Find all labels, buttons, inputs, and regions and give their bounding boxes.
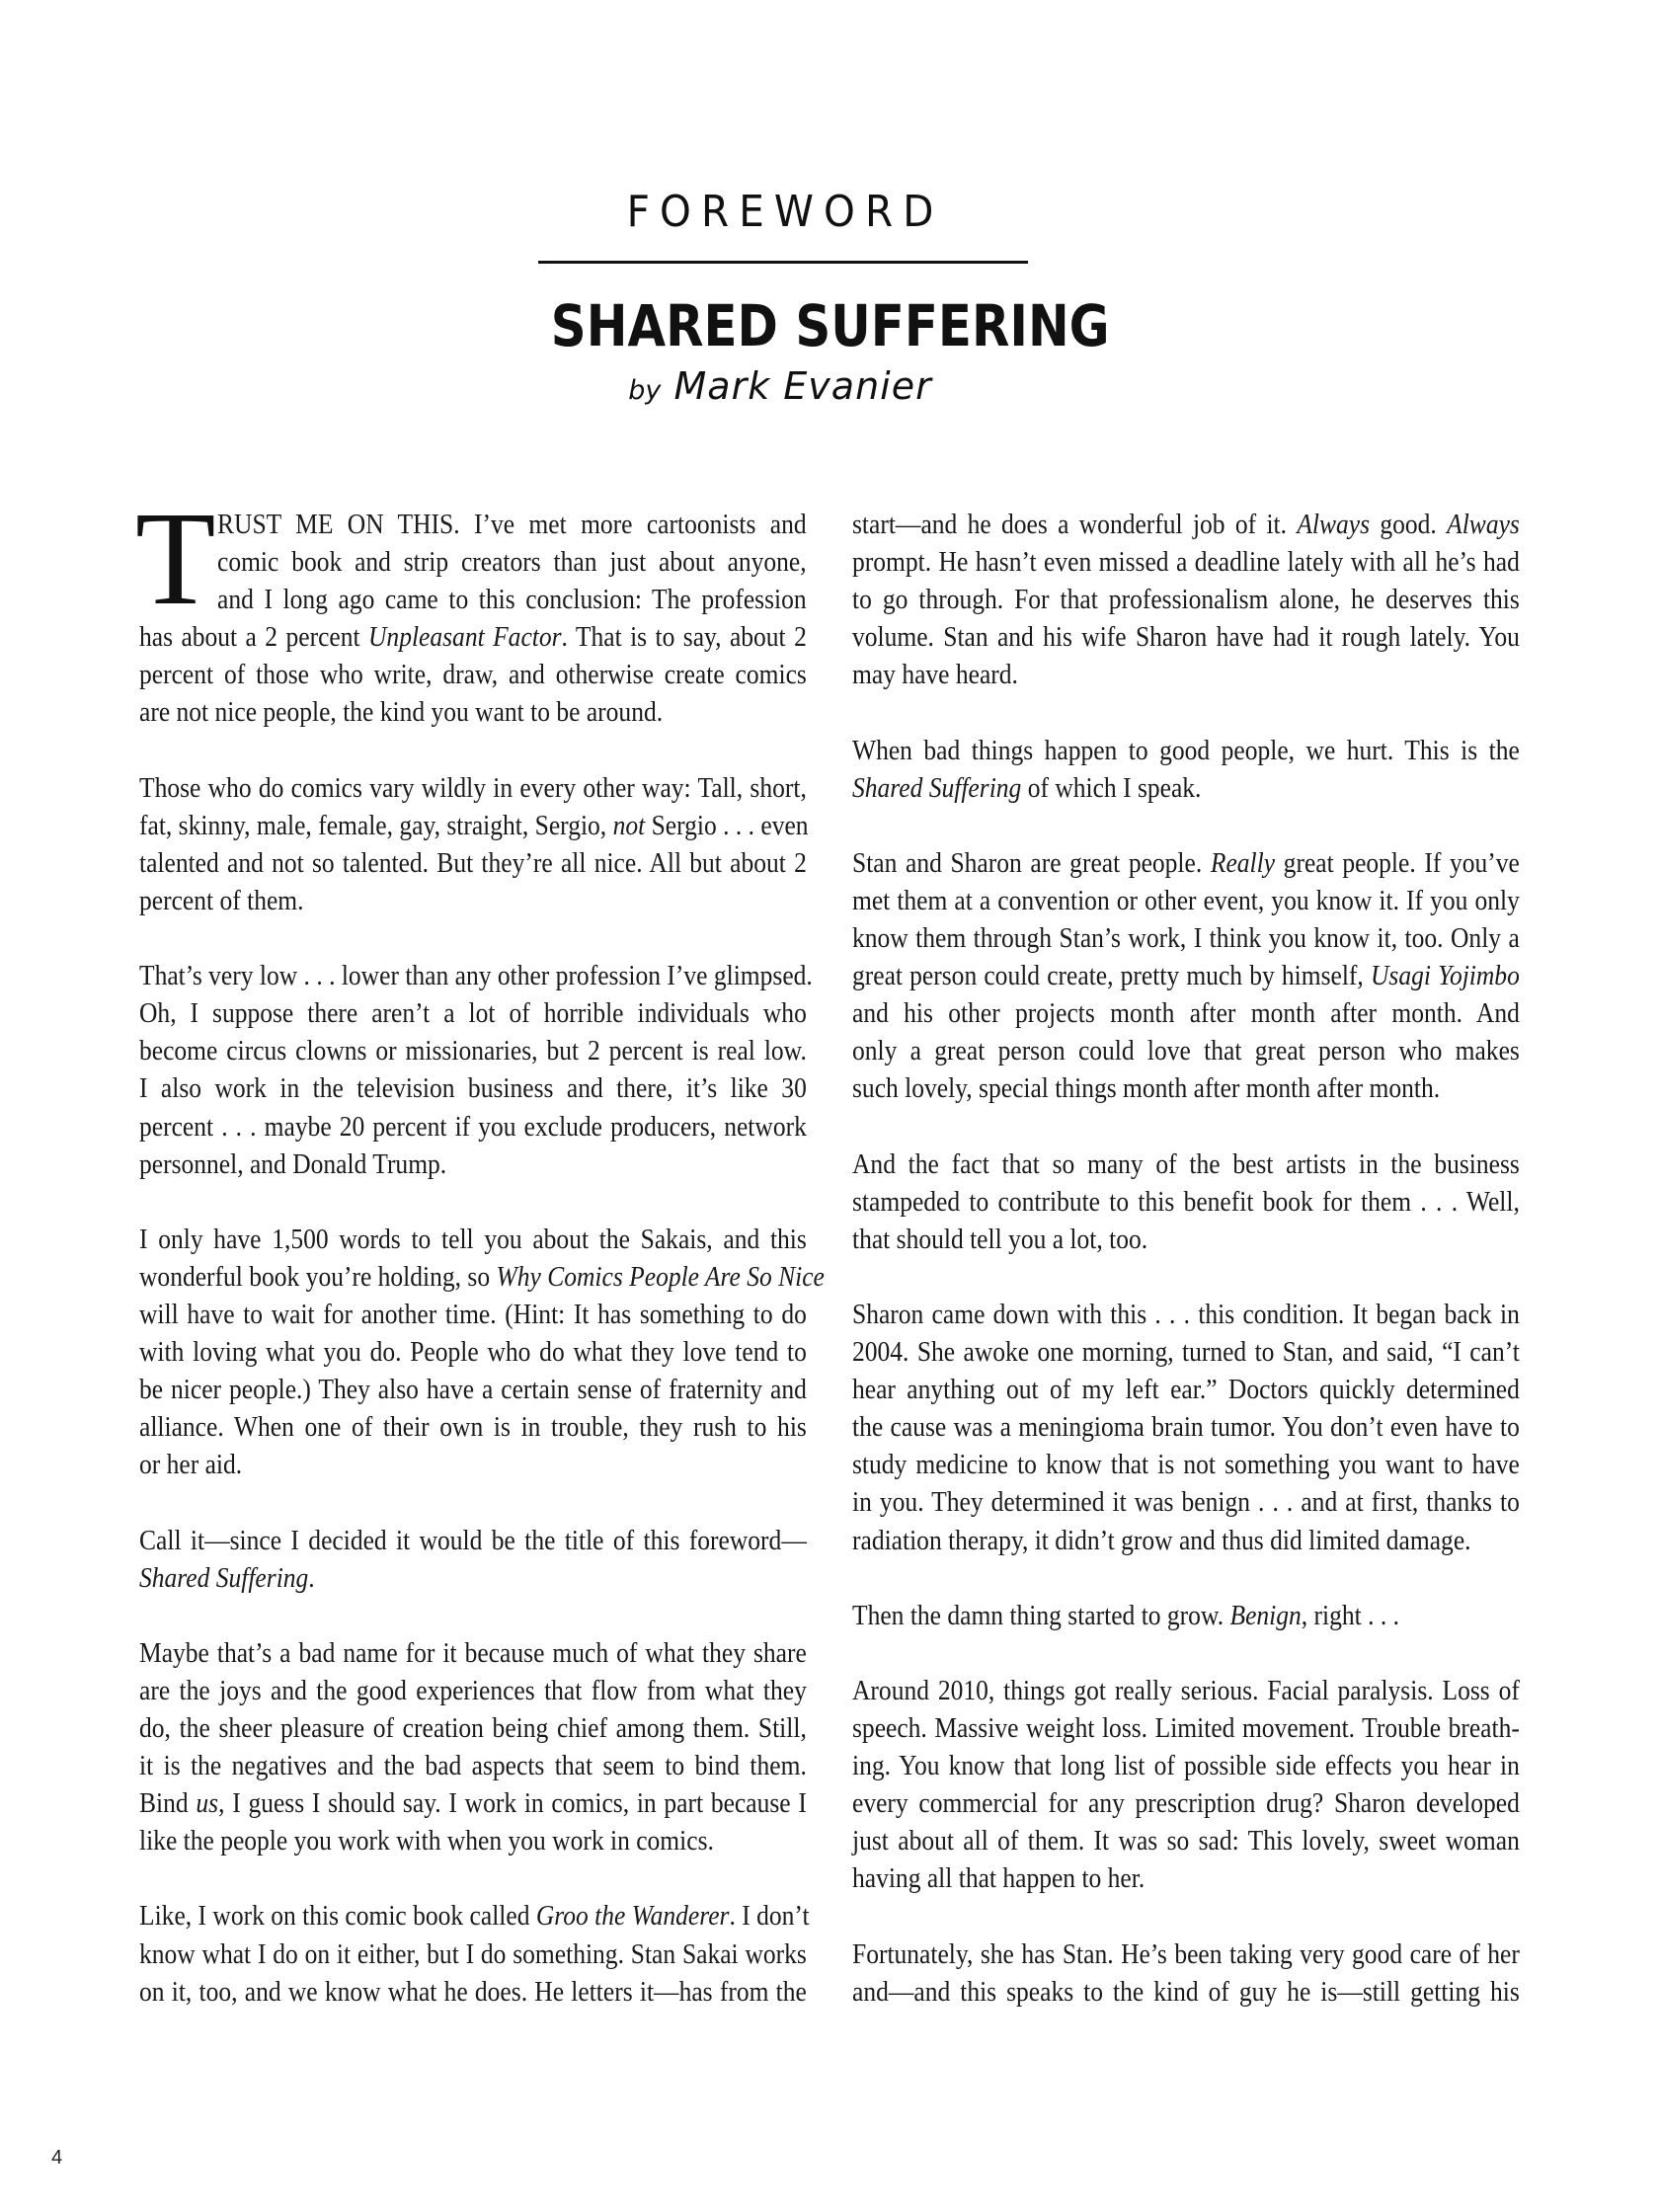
italic-emphasis: Why Comics People Are So Nice <box>496 1260 825 1293</box>
text-line: percent of them. <box>139 884 304 916</box>
byline-prefix: by <box>628 375 662 406</box>
text-line: become circus clowns or missionaries, but 2 percent is real low. <box>139 1035 807 1067</box>
text-line: stampeded to contribute to this benefit book for them . . . Well, <box>852 1185 1520 1218</box>
italic-emphasis: Shared Suffering <box>139 1561 309 1594</box>
text-line: Maybe that’s a bad name for it because much of what they share <box>139 1636 807 1669</box>
text-line: speech. Massive weight loss. Limited movement. Trouble breath- <box>852 1712 1520 1744</box>
paragraph-gap <box>852 807 1520 844</box>
text-line: Then the damn thing started to grow. Benign, right . . . <box>852 1599 1400 1631</box>
italic-emphasis: Unpleasant Factor <box>368 621 562 654</box>
section-kicker: FOREWORD <box>626 187 944 237</box>
paragraph <box>852 1296 1520 1559</box>
left-column-body <box>139 506 825 2011</box>
text-line: may have heard. <box>852 659 1018 691</box>
text-line: are the joys and the good experiences that flow from what they <box>139 1674 807 1706</box>
text-line: Like, I work on this comic book called Groo the Wanderer. I don’t <box>139 1900 810 1933</box>
paragraph-gap <box>852 693 1520 731</box>
text-line: Fortunately, she has Stan. He’s been taking very good care of her <box>852 1937 1520 1970</box>
paragraph-gap <box>852 1634 1520 1672</box>
paragraph-gap <box>139 1859 807 1897</box>
text-line: met them at a convention or other event, you know it. If you only <box>852 884 1520 916</box>
text-line: know them through Stan’s work, I think you know it, too. Only a <box>852 922 1520 955</box>
right-column-body <box>852 506 1520 2011</box>
text-line: such lovely, special things month after month after month. <box>852 1072 1441 1105</box>
text-line: do, the sheer pleasure of creation being chief among them. Still, <box>139 1712 807 1744</box>
byline <box>533 363 1027 417</box>
paragraph <box>139 769 807 919</box>
text-line: be nicer people.) They also have a certain sense of fraternity and <box>139 1374 807 1406</box>
text-line: Around 2010, things got really serious. Facial paralysis. Loss of <box>852 1674 1520 1706</box>
italic-emphasis: Always <box>1447 509 1520 540</box>
text-line: ing. You know that long list of possible side effects you hear in <box>852 1750 1520 1782</box>
text-line: just about all of them. It was so sad: This lovely, sweet woman <box>852 1825 1520 1857</box>
italic-emphasis: Always <box>1297 509 1371 540</box>
text-line: fat, skinny, male, female, gay, straight, Sergio, not Sergio . . . even <box>139 809 809 841</box>
text-line: know what I do on it either, but I do something. Stan Sakai works <box>139 1937 807 1970</box>
text-line: and his other projects month after month after month. And <box>852 997 1520 1030</box>
text-line: wonderful book you’re holding, so Why Comics People Are So Nice <box>139 1260 825 1293</box>
page-title: SHARED SUFFERING <box>550 292 1110 359</box>
text-line: Those who do comics vary wildly in every other way: Tall, short, <box>139 771 807 804</box>
text-line: comic book and strip creators than just about anyone, <box>217 546 807 579</box>
italic-emphasis: us <box>196 1787 219 1820</box>
text-line: prompt. He hasn’t even missed a deadline lately with all he’s had <box>852 546 1520 579</box>
paragraph <box>852 1672 1520 1898</box>
paragraph <box>852 1146 1520 1258</box>
text-line: or her aid. <box>139 1449 243 1481</box>
paragraph-gap <box>852 1258 1520 1296</box>
page-number: 4 <box>51 2147 63 2169</box>
paragraph <box>852 1597 1520 1634</box>
header-divider <box>538 261 1028 264</box>
text-line: and I long ago came to this conclusion: The profession <box>217 584 807 616</box>
paragraph <box>852 1936 1520 2011</box>
text-line: are not nice people, the kind you want to be around. <box>139 696 664 729</box>
text-line: on it, too, and we know what he does. He letters it—has from the <box>139 1975 807 2008</box>
text-line: personnel, and Donald Trump. <box>139 1147 447 1180</box>
paragraph <box>139 506 807 732</box>
drop-cap: T <box>135 485 216 633</box>
paragraph <box>139 1221 825 1484</box>
paragraph-gap <box>852 1897 1520 1935</box>
text-line: RUST ME ON THIS. I’ve met more cartoonists and <box>217 509 807 540</box>
paragraph <box>852 732 1520 807</box>
text-line: will have to wait for another time. (Hint: It has something to do <box>139 1298 807 1330</box>
paragraph <box>139 1634 807 1860</box>
text-line: volume. Stan and his wife Sharon have had it rough lately. You <box>852 621 1520 654</box>
italic-emphasis: not <box>612 809 646 841</box>
text-line: in you. They determined it was benign . . . and at first, thanks to <box>852 1486 1520 1519</box>
paragraph <box>139 1522 807 1597</box>
text-line: percent . . . maybe 20 percent if you exclude producers, network <box>139 1110 807 1143</box>
text-line: Bind us, I guess I should say. I work in comics, in part because I <box>139 1787 807 1820</box>
text-line: Call it—since I decided it would be the title of this foreword— <box>139 1524 807 1556</box>
text-line: every commercial for any prescription drug? Sharon developed <box>852 1787 1520 1820</box>
author-name: Mark Evanier <box>673 364 932 408</box>
paragraph-gap <box>139 919 807 957</box>
text-line: That’s very low . . . lower than any other profession I’ve glimpsed. <box>139 960 813 992</box>
paragraph-gap <box>852 1559 1520 1597</box>
italic-emphasis: Groo the Wanderer <box>535 1900 730 1933</box>
italic-emphasis: Benign <box>1229 1599 1302 1631</box>
text-line: like the people you work with when you work in comics. <box>139 1825 714 1857</box>
text-line: talented and not so talented. But they’re all nice. All but about 2 <box>139 846 807 879</box>
text-line: 2004. She awoke one morning, turned to Stan, and said, “I can’t <box>852 1336 1520 1369</box>
text-line: Shared Suffering of which I speak. <box>852 771 1202 804</box>
text-line: with loving what you do. People who do what they love tend to <box>139 1336 807 1369</box>
italic-emphasis: Really <box>1210 846 1276 879</box>
paragraph-gap <box>852 1108 1520 1146</box>
paragraph-gap <box>139 1483 807 1521</box>
text-line: Shared Suffering. <box>139 1561 315 1594</box>
left-column <box>135 485 825 2011</box>
text-line: the cause was a meningioma brain tumor. You don’t even have to <box>852 1411 1520 1444</box>
paragraph-gap <box>139 1183 807 1221</box>
text-line: has about a 2 percent Unpleasant Factor. That is to say, about 2 <box>139 621 807 654</box>
text-line: alliance. When one of their own is in trouble, they rush to his <box>139 1411 807 1444</box>
text-line: When bad things happen to good people, we hurt. This is the <box>852 734 1520 766</box>
text-line: radiation therapy, it didn’t grow and thus did limited damage. <box>852 1524 1471 1556</box>
text-line: study medicine to know that is not something you want to have <box>852 1449 1520 1481</box>
text-line: having all that happen to her. <box>852 1862 1146 1895</box>
text-line: I also work in the television business and there, it’s like 30 <box>139 1072 807 1105</box>
paragraph <box>139 957 813 1183</box>
paragraph <box>139 1897 810 2010</box>
text-line: I only have 1,500 words to tell you about the Sakais, and this <box>139 1223 807 1255</box>
right-column <box>852 506 1520 2011</box>
italic-emphasis: Usagi Yojimbo <box>1370 960 1520 992</box>
text-line: And the fact that so many of the best artists in the business <box>852 1147 1520 1180</box>
text-line: only a great person could love that great person who makes <box>852 1035 1520 1067</box>
italic-emphasis: Shared Suffering <box>852 771 1022 804</box>
text-line: percent of those who write, draw, and otherwise create comics <box>139 659 807 691</box>
text-line: Sharon came down with this . . . this condition. It began back in <box>852 1298 1520 1330</box>
paragraph-gap <box>139 1597 807 1634</box>
text-line: great person could create, pretty much by himself, Usagi Yojimbo <box>852 960 1520 992</box>
text-line: start—and he does a wonderful job of it. Always good. Always <box>852 509 1520 540</box>
text-line: it is the negatives and the bad aspects that seem to bind them. <box>139 1750 807 1782</box>
paragraph-gap <box>139 732 807 769</box>
text-line: Stan and Sharon are great people. Really great people. If you’ve <box>852 846 1520 879</box>
text-line: Oh, I suppose there aren’t a lot of horrible individuals who <box>139 997 807 1030</box>
text-line: hear anything out of my left ear.” Doctors quickly determined <box>852 1374 1520 1406</box>
text-line: to go through. For that professionalism alone, he deserves this <box>852 584 1520 616</box>
text-line: that should tell you a lot, too. <box>852 1223 1148 1255</box>
paragraph <box>852 844 1520 1108</box>
text-line: and—and this speaks to the kind of guy he is—still getting his <box>852 1975 1520 2008</box>
paragraph <box>852 506 1520 693</box>
